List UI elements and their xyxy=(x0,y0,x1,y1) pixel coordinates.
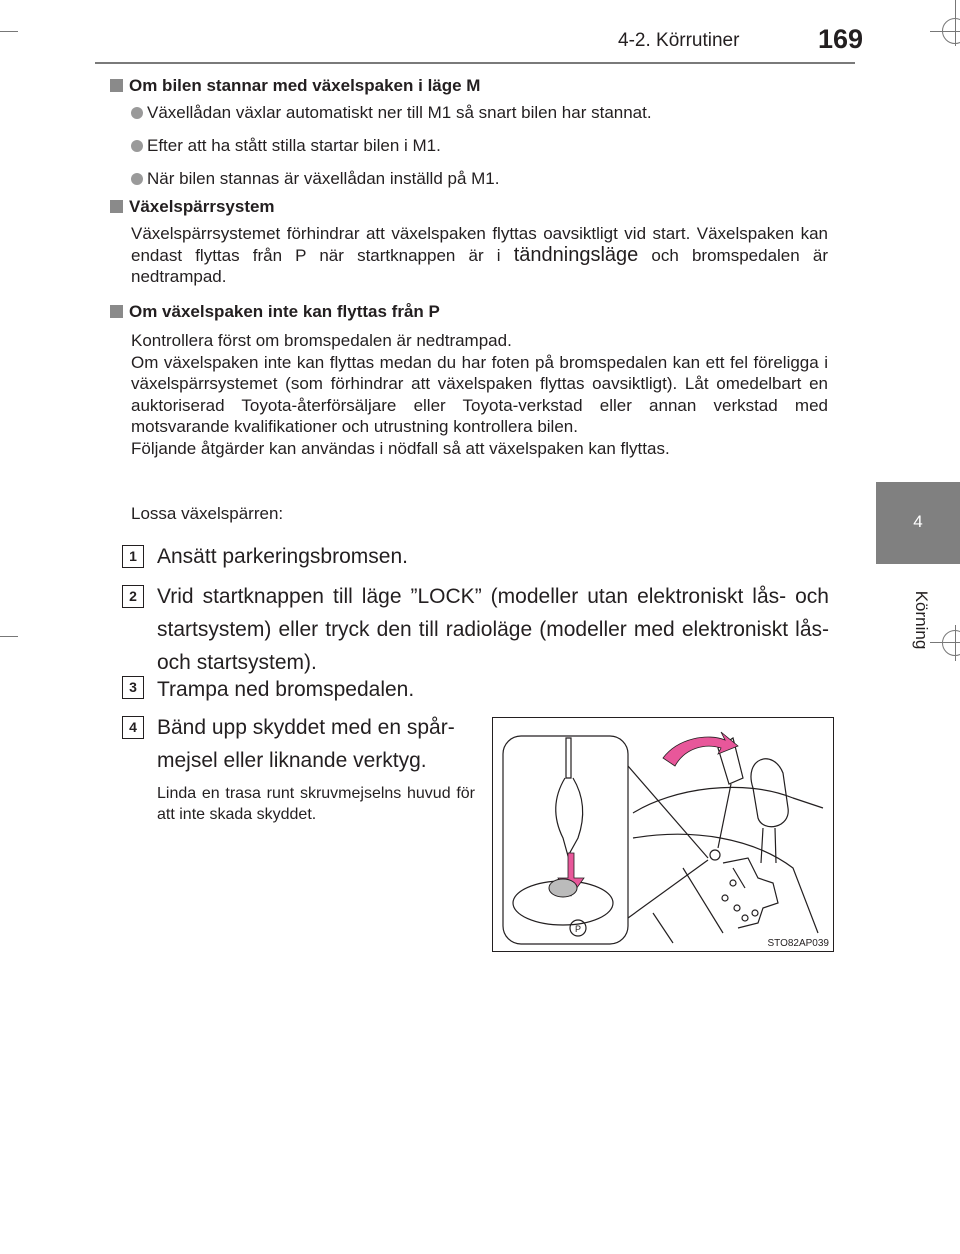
square-bullet-icon xyxy=(110,79,123,92)
lever-symbol: P xyxy=(574,924,582,934)
square-bullet-icon xyxy=(110,200,123,213)
step-text: Trampa ned bromspedalen. xyxy=(157,678,415,701)
illustration-graphic xyxy=(493,718,833,951)
chapter-label: Körning xyxy=(912,590,931,650)
square-bullet-icon xyxy=(110,305,123,318)
chapter-tab xyxy=(876,482,960,564)
circle-bullet-icon xyxy=(131,107,143,119)
release-label: Lossa växelspärren: xyxy=(131,504,284,523)
figure-caption: STO82AP039 xyxy=(767,938,829,949)
page-number: 169 xyxy=(818,24,864,54)
list-item: Växellådan växlar automatiskt ner till M1 så snart bilen har stannat. xyxy=(131,103,652,123)
paragraph: Kontrollera först om bromspedalen är nedtrampad. Om växelspaken inte kan flyttas medan du har foten på bromspedalen kan ett fel föreligga i växelspärrsystemet (som förhindrar att växelspaken flyttas oavsiktligt). Låt omedelbart en auktoriserad Toyota-återförsäljare eller Toyota-verkstad eller annan verkstad med motsvarande kvalifikationer och utrustning kontrollera bilen. Följande åtgärder kan användas i nödfall så att växelspaken kan flyttas. xyxy=(131,331,828,458)
step-note: Linda en trasa runt skruvmejselns huvud för att inte skada skyddet. xyxy=(157,785,475,823)
step-number: 2 xyxy=(122,585,144,608)
step-number: 1 xyxy=(122,545,144,568)
step-text: Vrid startknappen till läge ”LOCK” (modeller utan elektroniskt lås- och startsystem) eller tryck den till radioläge (modeller med elektroniskt lås- och startsystem). xyxy=(157,585,829,674)
paragraph: Växelspärrsystemet förhindrar att växelspaken flyttas oavsiktligt vid start. Växelspaken kan endast flyttas från P när startknappen är i tändningsläge och bromspedalen är nedtrampad. xyxy=(131,224,828,287)
shift-lock-illustration xyxy=(492,717,834,952)
crop-mark xyxy=(0,636,18,637)
section-heading: Växelspärrsystem xyxy=(110,197,275,217)
step-number: 4 xyxy=(122,716,144,739)
list-item: Efter att ha stått stilla startar bilen i M1. xyxy=(131,136,441,156)
circle-bullet-icon xyxy=(131,140,143,152)
list-item: När bilen stannas är växellådan inställd på M1. xyxy=(131,169,499,189)
registration-mark xyxy=(942,630,960,656)
circle-bullet-icon xyxy=(131,173,143,185)
header-rule xyxy=(95,62,855,64)
step-text: Bänd upp skyddet med en spår-mejsel eller liknande verktyg. xyxy=(157,716,455,772)
registration-mark xyxy=(942,18,960,44)
step-text: Ansätt parkeringsbromsen. xyxy=(157,545,408,568)
section-title: 4-2. Körrutiner xyxy=(618,30,740,51)
chapter-number: 4 xyxy=(913,512,923,531)
section-heading: Om växelspaken inte kan flyttas från P xyxy=(110,302,440,322)
section-heading: Om bilen stannar med växelspaken i läge M xyxy=(110,76,480,96)
crop-mark xyxy=(0,31,18,32)
step-number: 3 xyxy=(122,676,144,699)
